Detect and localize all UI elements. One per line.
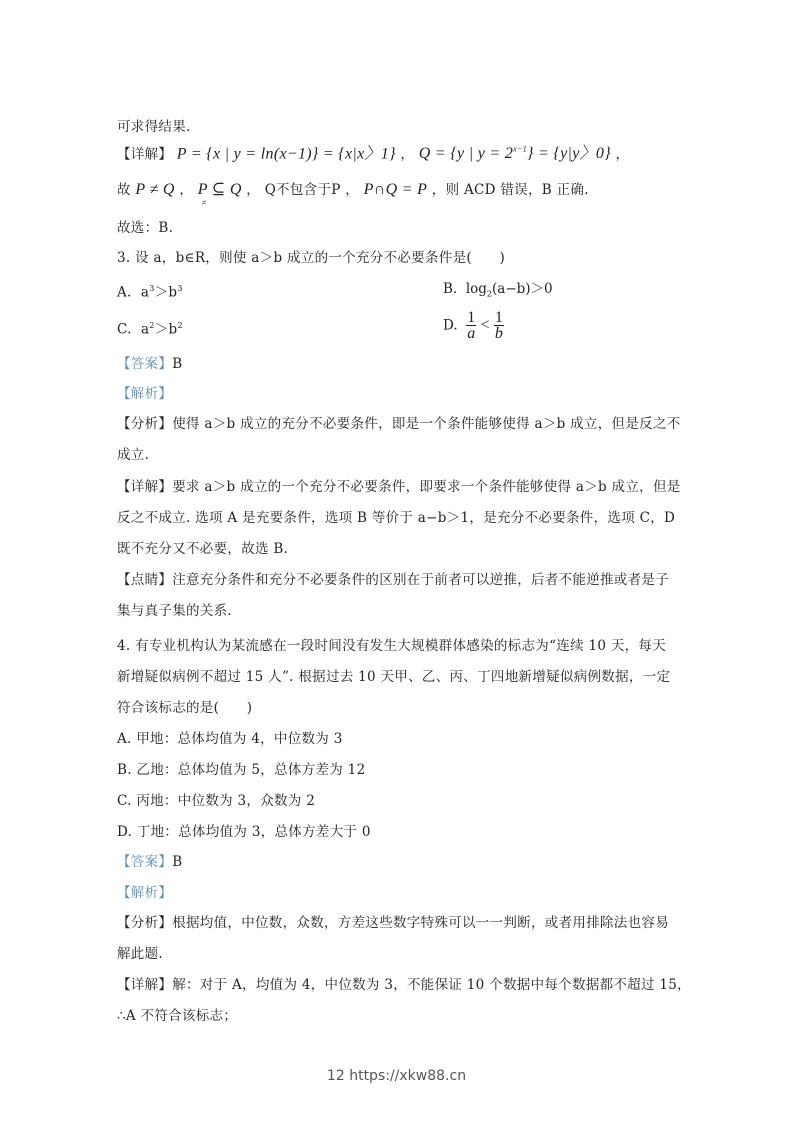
q3-answer: [117, 355, 182, 373]
p-set-definition: P = {x | y = ln(x−1)} = {x|x〉1}: [176, 145, 396, 163]
q4-fenxi-line2: 解此题.: [117, 946, 163, 962]
separator: ，: [179, 182, 194, 198]
q3-option-b: [443, 280, 553, 304]
fenxi-label: 【分析】: [117, 416, 173, 432]
q4-stem-line3: 符合该标志的是( ): [117, 700, 253, 716]
q-set-definition: [419, 145, 611, 162]
q3-option-a: [117, 280, 183, 302]
q4-xiangjie-line1: [117, 976, 691, 994]
q3-xiangjie-line1: [117, 478, 681, 496]
q3-dianjing-line1: [117, 571, 669, 589]
log-argument: (a−b)＞0: [492, 281, 553, 297]
intersection-expr: P∩Q = P: [363, 181, 428, 198]
fraction-1-over-b: [494, 310, 504, 341]
base: a: [140, 284, 150, 301]
q4-fenxi-line1: [117, 914, 669, 932]
option-label: A.: [117, 284, 132, 301]
q3-fenxi-line1: [117, 415, 681, 433]
subset-neq-mark: ≠: [201, 198, 207, 207]
q4-option-b: B. 乙地：总体均值为 5，总体方差为 12: [117, 762, 366, 778]
q4-analysis-heading: [117, 884, 172, 902]
q3-xiangjie-line2: 反之不成立. 选项 A 是充要条件，选项 B 等价于 a−b＞1，是充分不必要条件，选项 C，D: [117, 510, 676, 526]
intro-line: 可求得结果.: [117, 119, 191, 135]
q4-option-c: C. 丙地：中位数为 3，众数为 2: [117, 793, 316, 809]
q4-option-a: A. 甲地：总体均值为 4，中位数为 3: [117, 731, 343, 747]
answer-label: 【答案】: [117, 854, 173, 870]
p-neq-q: P ≠ Q: [135, 181, 175, 198]
q3-option-d: [443, 310, 504, 341]
xiangjie-label: 【详解】: [117, 977, 173, 993]
q2-conclusion-line: [117, 181, 589, 207]
exponent: 2: [177, 321, 183, 330]
separator: ，: [345, 182, 360, 198]
separator: ，: [400, 146, 415, 163]
option-label: B.: [443, 281, 458, 297]
q-not-in-p: Q不包含于P: [264, 182, 341, 198]
q3-dianjing-line2: 集与真子集的关系.: [117, 603, 232, 619]
q2-detail-line: [117, 141, 629, 163]
denominator: a: [467, 325, 476, 342]
q4-stem-line1: 4. 有专业机构认为某流感在一段时间没有发生大规模群体感染的标志为“连续 10 天，每天: [117, 638, 667, 654]
conclusion-prefix: 故: [117, 182, 131, 198]
fraction-1-over-a: [466, 310, 476, 341]
subset-expr: P ⊆ Q: [197, 181, 242, 198]
analysis-label: 【解析】: [117, 885, 173, 901]
exponent: 3: [177, 284, 183, 293]
option-label: C.: [117, 321, 132, 338]
q2-answer: 故选：B.: [117, 220, 174, 236]
detail-label: 【详解】: [117, 146, 173, 163]
xiangjie-text: 要求 a＞b 成立的一个充分不必要条件，即要求一个条件能够使得 a＞b 成立，但是: [172, 479, 681, 495]
fenxi-text: 根据均值，中位数，众数，方差这些数字特殊可以一一判断，或者用排除法也容易: [172, 915, 670, 931]
analysis-label: 【解析】: [117, 386, 173, 402]
separator: ，: [246, 182, 261, 198]
q-def-rest: } = {y|y〉0}: [527, 145, 611, 163]
option-label: D.: [443, 317, 458, 334]
q4-xiangjie-line2: ∴A 不符合该标志；: [117, 1008, 238, 1024]
q3-analysis-heading: [117, 385, 172, 403]
answer-value: B: [172, 854, 183, 870]
q4-answer: [117, 853, 182, 871]
denominator: b: [494, 325, 503, 342]
dianjing-text: 注意充分条件和充分不必要条件的区别在于前者可以逆推，后者不能逆推或者是子: [172, 572, 670, 588]
log-text: log: [465, 281, 487, 297]
q4-option-d: D. 丁地：总体均值为 3，总体方差大于 0: [117, 824, 371, 840]
xiangjie-label: 【详解】: [117, 479, 173, 495]
q-def-exponent: x−1: [513, 145, 527, 154]
operator: ＞: [154, 321, 169, 338]
dianjing-label: 【点睛】: [117, 572, 173, 588]
q3-stem: 3. 设 a，b∈R，则使 a＞b 成立的一个充分不必要条件是( ): [117, 250, 506, 266]
operator: ＞: [154, 284, 169, 301]
q3-option-c: [117, 317, 183, 339]
proper-subset: [197, 181, 242, 207]
separator: ，: [615, 146, 630, 163]
footer-url[interactable]: https://xkw88.cn: [349, 1068, 467, 1084]
log-base: 2: [486, 289, 492, 299]
answer-value: B: [172, 356, 183, 372]
exponent: 3: [149, 284, 155, 293]
base: a: [140, 321, 150, 338]
numerator: 1: [494, 309, 503, 326]
page-footer: [0, 1068, 793, 1084]
exponent: 2: [149, 321, 155, 330]
q4-stem-line2: 新增疑似病例不超过 15 人”. 根据过去 10 天甲、乙、丙、丁四地新增疑似病例数据，一定: [117, 669, 671, 685]
q3-fenxi-line2: 成立.: [117, 447, 150, 463]
base: b: [168, 284, 178, 301]
numerator: 1: [467, 309, 476, 326]
xiangjie-text: 解：对于 A，均值为 4，中位数为 3，不能保证 10 个数据中每个数据都不超过 15，: [172, 977, 691, 993]
q-def-base: Q = {y | y = 2: [418, 145, 514, 163]
answer-label: 【答案】: [117, 356, 173, 372]
operator: <: [480, 316, 490, 334]
fenxi-text: 使得 a＞b 成立的充分不必要条件，即是一个条件能够使得 a＞b 成立，但是反之不: [172, 416, 681, 432]
page-number: 12: [326, 1068, 345, 1084]
conclusion-tail: ，则 ACD 错误，B 正确.: [431, 182, 589, 198]
fenxi-label: 【分析】: [117, 915, 173, 931]
q3-xiangjie-line3: 既不充分又不必要，故选 B.: [117, 541, 289, 557]
base: b: [168, 321, 178, 338]
